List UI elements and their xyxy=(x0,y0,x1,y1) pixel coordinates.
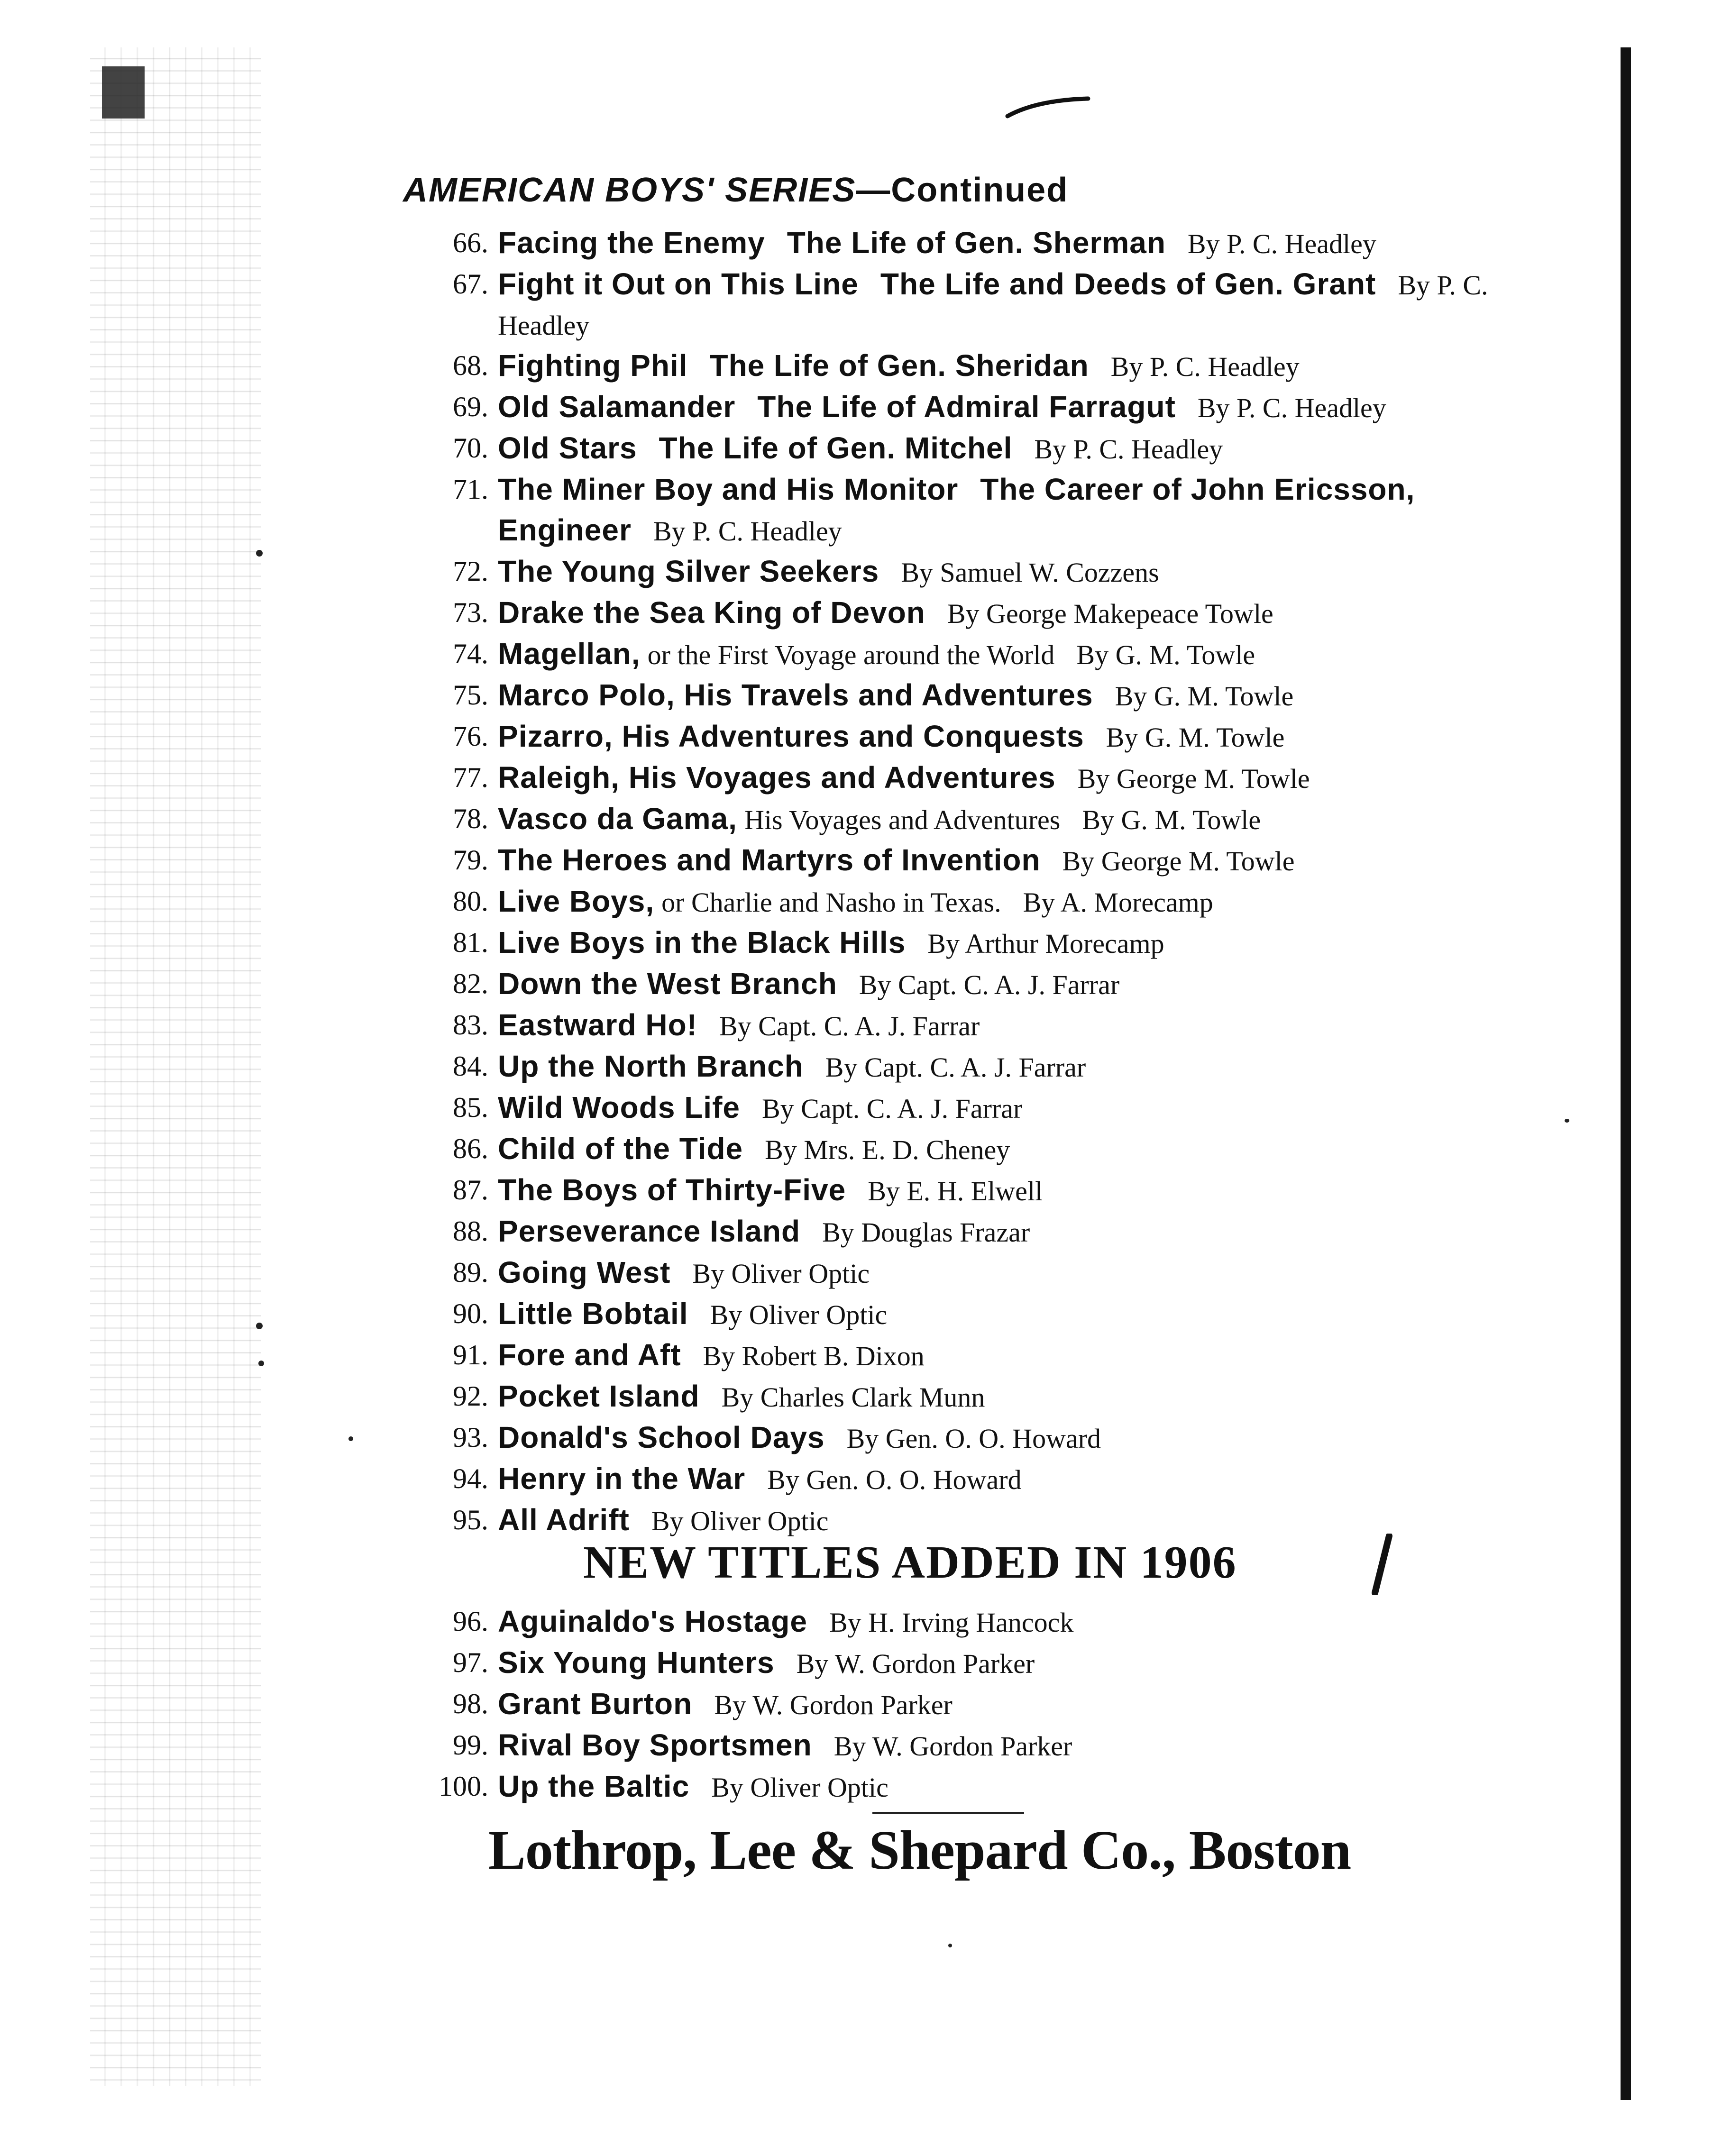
item-number: 96. xyxy=(453,1606,488,1637)
book-title: The Miner Boy and His Monitor xyxy=(498,472,959,506)
item-number: 71. xyxy=(453,474,488,505)
list-item xyxy=(412,1211,1503,1252)
list-item xyxy=(412,758,1503,799)
book-author: By G. M. Towle xyxy=(1106,722,1285,753)
book-author: By Oliver Optic xyxy=(711,1772,888,1803)
list-item xyxy=(412,923,1503,964)
book-title: Fight it Out on This Line xyxy=(498,267,859,301)
item-number: 72. xyxy=(453,556,488,587)
book-title: Magellan, xyxy=(498,637,641,671)
book-author: By Gen. O. O. Howard xyxy=(767,1464,1022,1495)
book-title: Old Salamander xyxy=(498,390,736,424)
item-number: 90. xyxy=(453,1298,488,1329)
book-title: Aguinaldo's Hostage xyxy=(498,1604,807,1638)
book-author: By W. Gordon Parker xyxy=(714,1690,953,1720)
item-number: 68. xyxy=(453,350,488,381)
book-subtitle: The Life and Deeds of Gen. Grant xyxy=(880,267,1376,301)
item-number: 76. xyxy=(453,721,488,752)
new-titles-heading: NEW TITLES ADDED IN 1906 xyxy=(583,1537,1237,1588)
book-author: By George M. Towle xyxy=(1062,846,1295,877)
list-item xyxy=(412,675,1503,716)
item-number: 100. xyxy=(439,1771,488,1802)
book-title: Marco Polo, His Travels and Adventures xyxy=(498,678,1093,712)
book-author: By P. C. Headley xyxy=(1187,228,1376,259)
book-title: Pocket Island xyxy=(498,1379,700,1413)
book-author: By Robert B. Dixon xyxy=(703,1341,925,1371)
item-number: 88. xyxy=(453,1215,488,1247)
book-subtitle: The Life of Gen. Mitchel xyxy=(659,431,1013,465)
list-item xyxy=(412,1417,1503,1459)
item-number: 69. xyxy=(453,391,488,422)
item-number: 66. xyxy=(453,227,488,258)
item-number: 95. xyxy=(453,1504,488,1535)
book-author: By Gen. O. O. Howard xyxy=(846,1423,1101,1454)
list-item xyxy=(412,1170,1503,1211)
book-author: By George Makepeace Towle xyxy=(947,598,1273,629)
book-subtitle-plain: or Charlie and Nasho in Texas. xyxy=(661,887,1001,918)
book-author: By P. C. Headley xyxy=(653,516,842,547)
item-number: 94. xyxy=(453,1463,488,1494)
item-number: 70. xyxy=(453,432,488,464)
item-number: 87. xyxy=(453,1174,488,1206)
book-subtitle-plain: His Voyages and Adventures xyxy=(744,804,1061,835)
book-title: Going West xyxy=(498,1255,671,1289)
book-title: Henry in the War xyxy=(498,1462,746,1496)
item-number: 89. xyxy=(453,1257,488,1288)
item-number: 91. xyxy=(453,1339,488,1370)
book-subtitle: The Life of Admiral Farragut xyxy=(757,390,1176,424)
book-title: Donald's School Days xyxy=(498,1420,825,1454)
book-author: By Douglas Frazar xyxy=(822,1217,1030,1248)
list-item xyxy=(412,964,1503,1005)
list-item xyxy=(412,1725,1503,1766)
item-number: 78. xyxy=(453,803,488,834)
book-title: The Heroes and Martyrs of Invention xyxy=(498,843,1041,877)
list-item xyxy=(412,1459,1503,1500)
book-title: Up the North Branch xyxy=(498,1049,804,1083)
scan-speck xyxy=(948,1944,952,1947)
list-item xyxy=(412,387,1503,428)
list-item xyxy=(412,264,1503,346)
book-title: Drake the Sea King of Devon xyxy=(498,595,925,630)
list-item xyxy=(412,551,1503,593)
book-title: Wild Woods Life xyxy=(498,1090,740,1124)
book-title: Pizarro, His Adventures and Conquests xyxy=(498,719,1084,753)
book-title: Fore and Aft xyxy=(498,1338,681,1372)
publisher-imprint: Lothrop, Lee & Shepard Co., Boston xyxy=(488,1819,1351,1881)
list-item xyxy=(412,1643,1503,1684)
scan-speck xyxy=(1565,1119,1569,1123)
book-author: By Charles Clark Munn xyxy=(721,1382,985,1413)
book-author: By Mrs. E. D. Cheney xyxy=(765,1134,1010,1165)
book-subtitle: The Life of Gen. Sherman xyxy=(787,226,1166,260)
item-number: 80. xyxy=(453,886,488,917)
book-title: The Young Silver Seekers xyxy=(498,554,879,588)
item-number: 79. xyxy=(453,844,488,876)
new-titles-list xyxy=(412,1601,1503,1808)
list-item xyxy=(412,634,1503,675)
pen-stroke-mark xyxy=(1005,90,1090,123)
heading-continued: Continued xyxy=(891,171,1069,209)
item-number: 93. xyxy=(453,1422,488,1453)
list-item xyxy=(412,716,1503,758)
book-author: By Capt. C. A. J. Farrar xyxy=(761,1093,1023,1124)
book-title: Facing the Enemy xyxy=(498,226,765,260)
book-author: By Oliver Optic xyxy=(710,1299,888,1330)
book-author: By Capt. C. A. J. Farrar xyxy=(859,969,1120,1000)
list-item xyxy=(412,223,1503,264)
right-margin-rule xyxy=(1621,47,1631,2100)
book-author: By G. M. Towle xyxy=(1115,681,1294,712)
book-author: By W. Gordon Parker xyxy=(834,1731,1072,1762)
book-author: By A. Morecamp xyxy=(1023,887,1213,918)
book-author: By P. C. Headley xyxy=(498,270,1488,341)
book-author: By W. Gordon Parker xyxy=(796,1648,1035,1679)
list-item xyxy=(412,1087,1503,1129)
book-title: Little Bobtail xyxy=(498,1297,688,1331)
item-number: 84. xyxy=(453,1051,488,1082)
list-item xyxy=(412,881,1503,923)
item-number: 81. xyxy=(453,927,488,958)
book-title: All Adrift xyxy=(498,1503,630,1537)
item-number: 85. xyxy=(453,1092,488,1123)
list-item xyxy=(412,1376,1503,1417)
book-author: By P. C. Headley xyxy=(1197,393,1386,423)
series-heading xyxy=(403,171,1068,210)
scan-edge-noise xyxy=(90,47,261,2086)
book-title: Six Young Hunters xyxy=(498,1645,775,1680)
item-number: 83. xyxy=(453,1009,488,1041)
list-item xyxy=(412,1335,1503,1376)
book-title: The Boys of Thirty-Five xyxy=(498,1173,846,1207)
book-title: Raleigh, His Voyages and Adventures xyxy=(498,760,1056,795)
book-author: By Oliver Optic xyxy=(651,1506,829,1536)
list-item xyxy=(412,1294,1503,1335)
pen-tick-mark xyxy=(1370,1534,1394,1595)
item-number: 92. xyxy=(453,1380,488,1412)
book-title: Live Boys, xyxy=(498,884,655,918)
list-item xyxy=(412,1129,1503,1170)
book-title: Down the West Branch xyxy=(498,967,837,1001)
list-item xyxy=(412,1684,1503,1725)
list-item xyxy=(412,1005,1503,1046)
list-item xyxy=(412,1252,1503,1294)
item-number: 74. xyxy=(453,638,488,669)
book-subtitle-plain: or the First Voyage around the World xyxy=(647,639,1055,670)
item-number: 97. xyxy=(453,1647,488,1678)
list-item xyxy=(412,469,1503,551)
book-author: By H. Irving Hancock xyxy=(829,1607,1074,1638)
item-number: 77. xyxy=(453,762,488,793)
book-title: Eastward Ho! xyxy=(498,1008,697,1042)
list-item xyxy=(412,1766,1503,1808)
book-title: Fighting Phil xyxy=(498,348,688,383)
scan-speck xyxy=(256,1323,263,1329)
list-item xyxy=(412,593,1503,634)
book-title: Rival Boy Sportsmen xyxy=(498,1728,812,1762)
item-number: 82. xyxy=(453,968,488,999)
item-number: 99. xyxy=(453,1729,488,1761)
item-number: 75. xyxy=(453,679,488,711)
book-subtitle: The Career of John Ericsson, Engineer xyxy=(498,472,1415,547)
publisher-rule xyxy=(872,1812,1024,1814)
book-author: By Capt. C. A. J. Farrar xyxy=(825,1052,1086,1083)
scan-speck xyxy=(256,550,263,557)
book-title: Grant Burton xyxy=(498,1687,693,1721)
book-list xyxy=(412,223,1503,1541)
list-item xyxy=(412,840,1503,881)
heading-dash: — xyxy=(856,171,891,209)
book-author: By G. M. Towle xyxy=(1082,804,1261,835)
book-author: By George M. Towle xyxy=(1077,763,1310,794)
book-title: Old Stars xyxy=(498,431,637,465)
book-title: Vasco da Gama, xyxy=(498,802,737,836)
list-item xyxy=(412,1500,1503,1541)
book-author: By P. C. Headley xyxy=(1110,351,1300,382)
list-item xyxy=(412,346,1503,387)
scan-speck xyxy=(258,1361,264,1366)
book-author: By Oliver Optic xyxy=(692,1258,870,1289)
book-author: By Samuel W. Cozzens xyxy=(901,557,1159,588)
scan-speck xyxy=(348,1436,353,1441)
list-item xyxy=(412,428,1503,469)
book-author: By Capt. C. A. J. Farrar xyxy=(719,1011,980,1041)
item-number: 67. xyxy=(453,268,488,300)
book-title: Up the Baltic xyxy=(498,1769,690,1803)
book-title: Live Boys in the Black Hills xyxy=(498,925,906,959)
book-subtitle: The Life of Gen. Sheridan xyxy=(709,348,1089,383)
book-author: By Arthur Morecamp xyxy=(927,928,1164,959)
list-item xyxy=(412,799,1503,840)
book-author: By P. C. Headley xyxy=(1034,434,1223,465)
book-author: By G. M. Towle xyxy=(1076,639,1255,670)
book-title: Child of the Tide xyxy=(498,1132,743,1166)
item-number: 98. xyxy=(453,1688,488,1719)
series-title: AMERICAN BOYS' SERIES xyxy=(403,171,856,209)
item-number: 73. xyxy=(453,597,488,628)
book-author: By E. H. Elwell xyxy=(868,1176,1043,1206)
list-item xyxy=(412,1601,1503,1643)
scan-edge-blot xyxy=(102,66,145,119)
book-title: Perseverance Island xyxy=(498,1214,801,1248)
item-number: 86. xyxy=(453,1133,488,1164)
list-item xyxy=(412,1046,1503,1087)
